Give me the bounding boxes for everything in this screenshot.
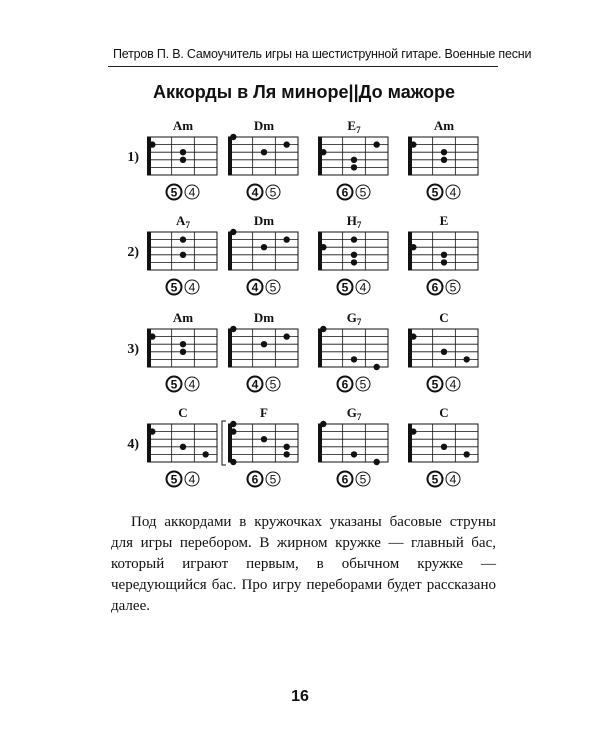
finger-dot [261, 341, 267, 347]
fretboard-frame [149, 329, 217, 367]
chord-diagram [149, 213, 217, 295]
chord-diagram [320, 213, 388, 295]
page-number: 16 [291, 688, 309, 705]
main-bass-number: 6 [341, 472, 349, 487]
body-text [111, 512, 496, 617]
body-paragraph: Под аккордами в кружочках указаны басовые струны для игры перебором. В жирном кружке — главный бас, который играют первым, в обычном кружке — чередующийся бас. Про игру переборами будет рассказано далее. [111, 514, 496, 614]
chord-name-group [176, 213, 190, 230]
finger-dot [351, 236, 357, 242]
alt-bass-number: 5 [269, 280, 277, 295]
finger-dot [351, 252, 357, 258]
chord-subscript: 7 [356, 220, 362, 230]
finger-dot [283, 236, 289, 242]
finger-dot [283, 451, 289, 457]
alt-bass-number: 4 [188, 185, 196, 200]
finger-dot [351, 356, 357, 362]
row-label: 1) [127, 150, 139, 165]
chord-name: $A_7$ [176, 213, 190, 230]
chord-subscript: 7 [356, 317, 362, 327]
alt-bass-number: 5 [269, 377, 277, 392]
main-bass-number: 5 [170, 185, 178, 200]
main-bass-number: 5 [170, 472, 178, 487]
chord-name-group [347, 405, 362, 422]
chord-name: $G_7$ [346, 310, 362, 327]
chord-subscript: 7 [356, 125, 361, 135]
chord-name-group [254, 213, 274, 228]
chord-name-group [254, 310, 274, 325]
finger-dot [180, 157, 186, 163]
finger-dot [320, 326, 326, 332]
main-bass-number: 5 [431, 185, 439, 200]
chord-diagram [230, 118, 298, 200]
fretboard-frame [410, 137, 478, 175]
finger-dot [230, 134, 236, 140]
finger-dot [149, 141, 155, 147]
alt-bass-number: 5 [359, 185, 367, 200]
alt-bass-number: 5 [359, 472, 367, 487]
running-head: Петров П. В. Самоучитель игры на шестиструнной гитаре. Военные песни [113, 47, 532, 61]
chord-name-group [347, 213, 362, 230]
page-title: Аккорды в Ля миноре||До мажоре [152, 82, 456, 102]
main-bass-number: 5 [170, 280, 178, 295]
alt-bass-number: 4 [449, 377, 457, 392]
chord-name: C [439, 310, 449, 325]
finger-dot [441, 252, 447, 258]
finger-dot [180, 349, 186, 355]
finger-dot [180, 149, 186, 155]
chord-diagram [149, 310, 217, 392]
finger-dot [230, 326, 236, 332]
alt-bass-number: 4 [449, 185, 457, 200]
finger-dot [441, 157, 447, 163]
chord-name-group [173, 118, 193, 133]
finger-dot [320, 149, 326, 155]
barre-bracket [222, 421, 226, 465]
chord-diagram [222, 405, 298, 487]
finger-dot [373, 459, 379, 465]
finger-dot [283, 444, 289, 450]
chord-name-group [434, 118, 454, 133]
chord-diagram [410, 310, 478, 392]
chord-name-group [173, 310, 193, 325]
chord-diagram [149, 405, 217, 487]
chord-name: $G_7$ [346, 405, 362, 422]
chord-name: F [260, 405, 268, 420]
finger-dot [261, 244, 267, 250]
finger-dot [283, 333, 289, 339]
chord-subscript: 7 [185, 220, 190, 230]
chord-name: Dm [253, 310, 275, 325]
finger-dot [230, 229, 236, 235]
main-bass-number: 4 [251, 280, 259, 295]
main-bass-number: 5 [431, 377, 439, 392]
chord-name: $H_7$ [346, 213, 362, 230]
chord-name: Dm [253, 118, 275, 133]
finger-dot [180, 444, 186, 450]
alt-bass-number: 4 [188, 280, 196, 295]
finger-dot [351, 164, 357, 170]
chord-name: Am [172, 310, 194, 325]
finger-dot [410, 244, 416, 250]
main-bass-number: 6 [341, 377, 349, 392]
chord-diagram [320, 310, 388, 392]
finger-dot [441, 149, 447, 155]
chord-diagram [320, 118, 388, 200]
row-label: 2) [127, 245, 139, 260]
main-bass-number: 6 [431, 280, 439, 295]
chord-name-group [439, 310, 448, 325]
finger-dot [180, 341, 186, 347]
finger-dot [441, 349, 447, 355]
main-bass-number: 5 [431, 472, 439, 487]
finger-dot [441, 444, 447, 450]
finger-dot [351, 259, 357, 265]
alt-bass-number: 4 [188, 377, 196, 392]
finger-dot [373, 364, 379, 370]
main-bass-number: 4 [251, 377, 259, 392]
alt-bass-number: 5 [359, 377, 367, 392]
chord-diagram [410, 405, 478, 487]
chord-diagram [320, 405, 388, 487]
chord-name-group [178, 405, 187, 420]
fretboard-frame [149, 137, 217, 175]
alt-bass-number: 4 [359, 280, 367, 295]
finger-dot [283, 141, 289, 147]
finger-dot [230, 428, 236, 434]
chord-diagram [230, 213, 298, 295]
chord-name-group [347, 310, 362, 327]
finger-dot [463, 451, 469, 457]
finger-dot [410, 141, 416, 147]
main-bass-number: 4 [251, 185, 259, 200]
alt-bass-number: 5 [269, 472, 277, 487]
finger-dot [180, 252, 186, 258]
finger-dot [373, 141, 379, 147]
alt-bass-number: 5 [449, 280, 457, 295]
finger-dot [463, 356, 469, 362]
finger-dot [261, 149, 267, 155]
chord-diagram [230, 310, 298, 392]
chord-diagram [410, 118, 478, 200]
finger-dot [410, 333, 416, 339]
chord-name: C [439, 405, 449, 420]
finger-dot [202, 451, 208, 457]
finger-dot [351, 451, 357, 457]
row-label: 4) [127, 437, 139, 452]
chord-name-group [440, 213, 449, 228]
main-bass-number: 6 [251, 472, 259, 487]
finger-dot [351, 157, 357, 163]
chord-diagram [149, 118, 217, 200]
finger-dot [320, 421, 326, 427]
alt-bass-number: 5 [269, 185, 277, 200]
finger-dot [230, 459, 236, 465]
finger-dot [230, 421, 236, 427]
chord-name: Am [433, 118, 455, 133]
row-label: 3) [127, 342, 139, 357]
finger-dot [410, 428, 416, 434]
chord-name-group [254, 118, 274, 133]
finger-dot [261, 436, 267, 442]
chord-name-group [439, 405, 448, 420]
alt-bass-number: 4 [188, 472, 196, 487]
chord-diagram [410, 213, 478, 295]
chord-name: C [178, 405, 188, 420]
chord-name: Dm [253, 213, 275, 228]
main-bass-number: 5 [170, 377, 178, 392]
chord-subscript: 7 [356, 412, 362, 422]
finger-dot [180, 236, 186, 242]
finger-dot [149, 333, 155, 339]
finger-dot [149, 428, 155, 434]
finger-dot [441, 259, 447, 265]
alt-bass-number: 4 [449, 472, 457, 487]
chord-name: $E_7$ [347, 118, 361, 135]
chord-name-group [260, 405, 268, 420]
main-bass-number: 5 [341, 280, 349, 295]
chord-name: Am [172, 118, 194, 133]
chord-name: E [439, 213, 449, 228]
main-bass-number: 6 [341, 185, 349, 200]
finger-dot [320, 244, 326, 250]
chord-name-group [347, 118, 361, 135]
